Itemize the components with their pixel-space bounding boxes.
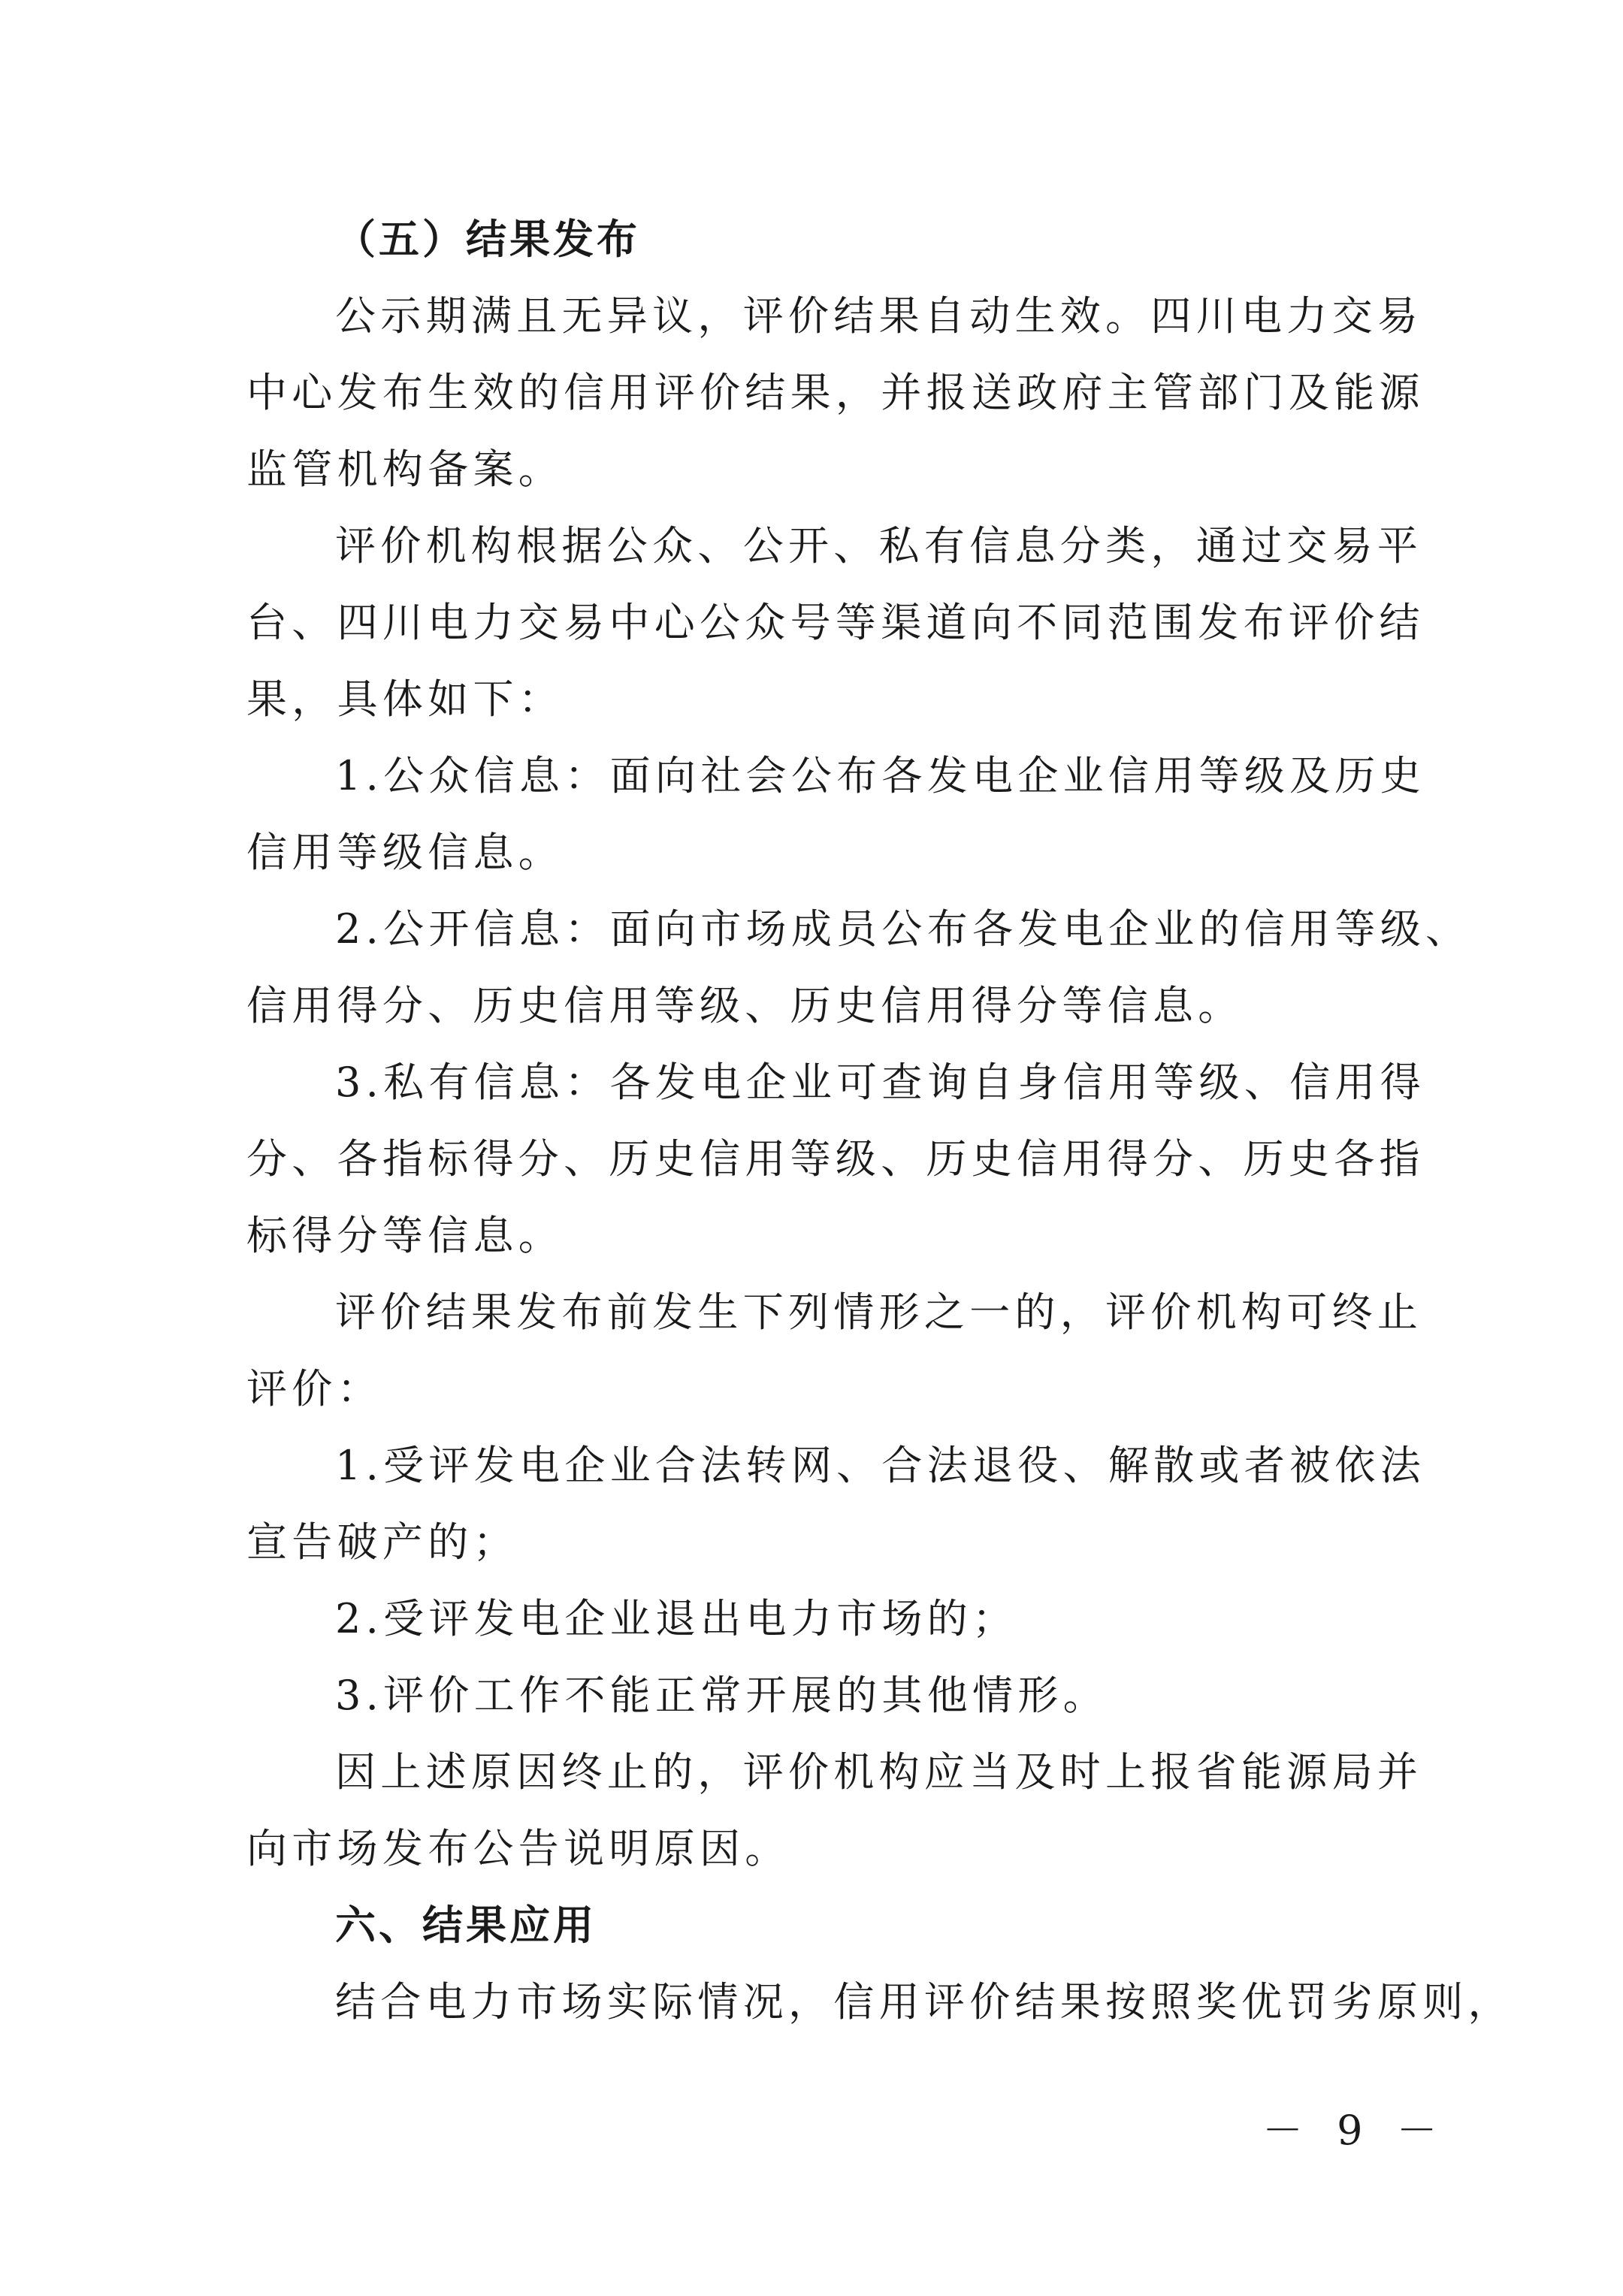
list-item-line: 3.私有信息：各发电企业可查询自身信用等级、信用得 [335,1059,1426,1106]
section2-heading: 六、结果应用 [335,1902,597,1949]
text-line: 评价结果发布前发生下列情形之一的，评价机构可终止 [335,1288,1423,1336]
list-item-line: 3.评价工作不能正常开展的其他情形。 [335,1672,1108,1719]
text-line: 台、四川电力交易中心公众号等渠道向不同范围发布评价结 [246,599,1425,646]
list-item-line: 1.受评发电企业合法转网、合法退役、解散或者被依法 [335,1442,1426,1489]
text-line: 评价： [246,1365,382,1412]
list-item-line: 信用等级信息。 [246,829,564,876]
list-item-line: 宣告破产的； [246,1518,518,1566]
text-line: 评价机构根据公众、公开、私有信息分类，通过交易平 [335,522,1423,569]
text-line: 因上述原因终止的，评价机构应当及时上报省能源局并 [335,1748,1423,1796]
text-line: 结合电力市场实际情况，信用评价结果按照奖优罚劣原则， [335,1978,1513,2026]
text-line: 中心发布生效的信用评价结果，并报送政府主管部门及能源 [246,369,1425,416]
text-line: 向市场发布公告说明原因。 [246,1825,790,1872]
list-item-line: 2.公开信息：面向市场成员公布各发电企业的信用等级、 [335,905,1471,953]
list-item-line: 2.受评发电企业退出电力市场的； [335,1595,1018,1642]
list-item-line: 信用得分、历史信用等级、历史信用得分等信息。 [246,982,1244,1029]
list-item-line: 1.公众信息：面向社会公布各发电企业信用等级及历史 [335,752,1426,799]
page-number: － 9 － [1262,2107,1448,2154]
text-line: 公示期满且无异议，评价结果自动生效。四川电力交易 [335,292,1423,340]
list-item-line: 标得分等信息。 [246,1212,564,1259]
section-heading: （五）结果发布 [335,216,640,263]
page-body [246,201,1513,2041]
text-line: 果，具体如下： [246,675,564,723]
list-item-line: 分、各指标得分、历史信用等级、历史信用得分、历史各指 [246,1135,1425,1183]
text-line: 监管机构备案。 [246,446,564,493]
